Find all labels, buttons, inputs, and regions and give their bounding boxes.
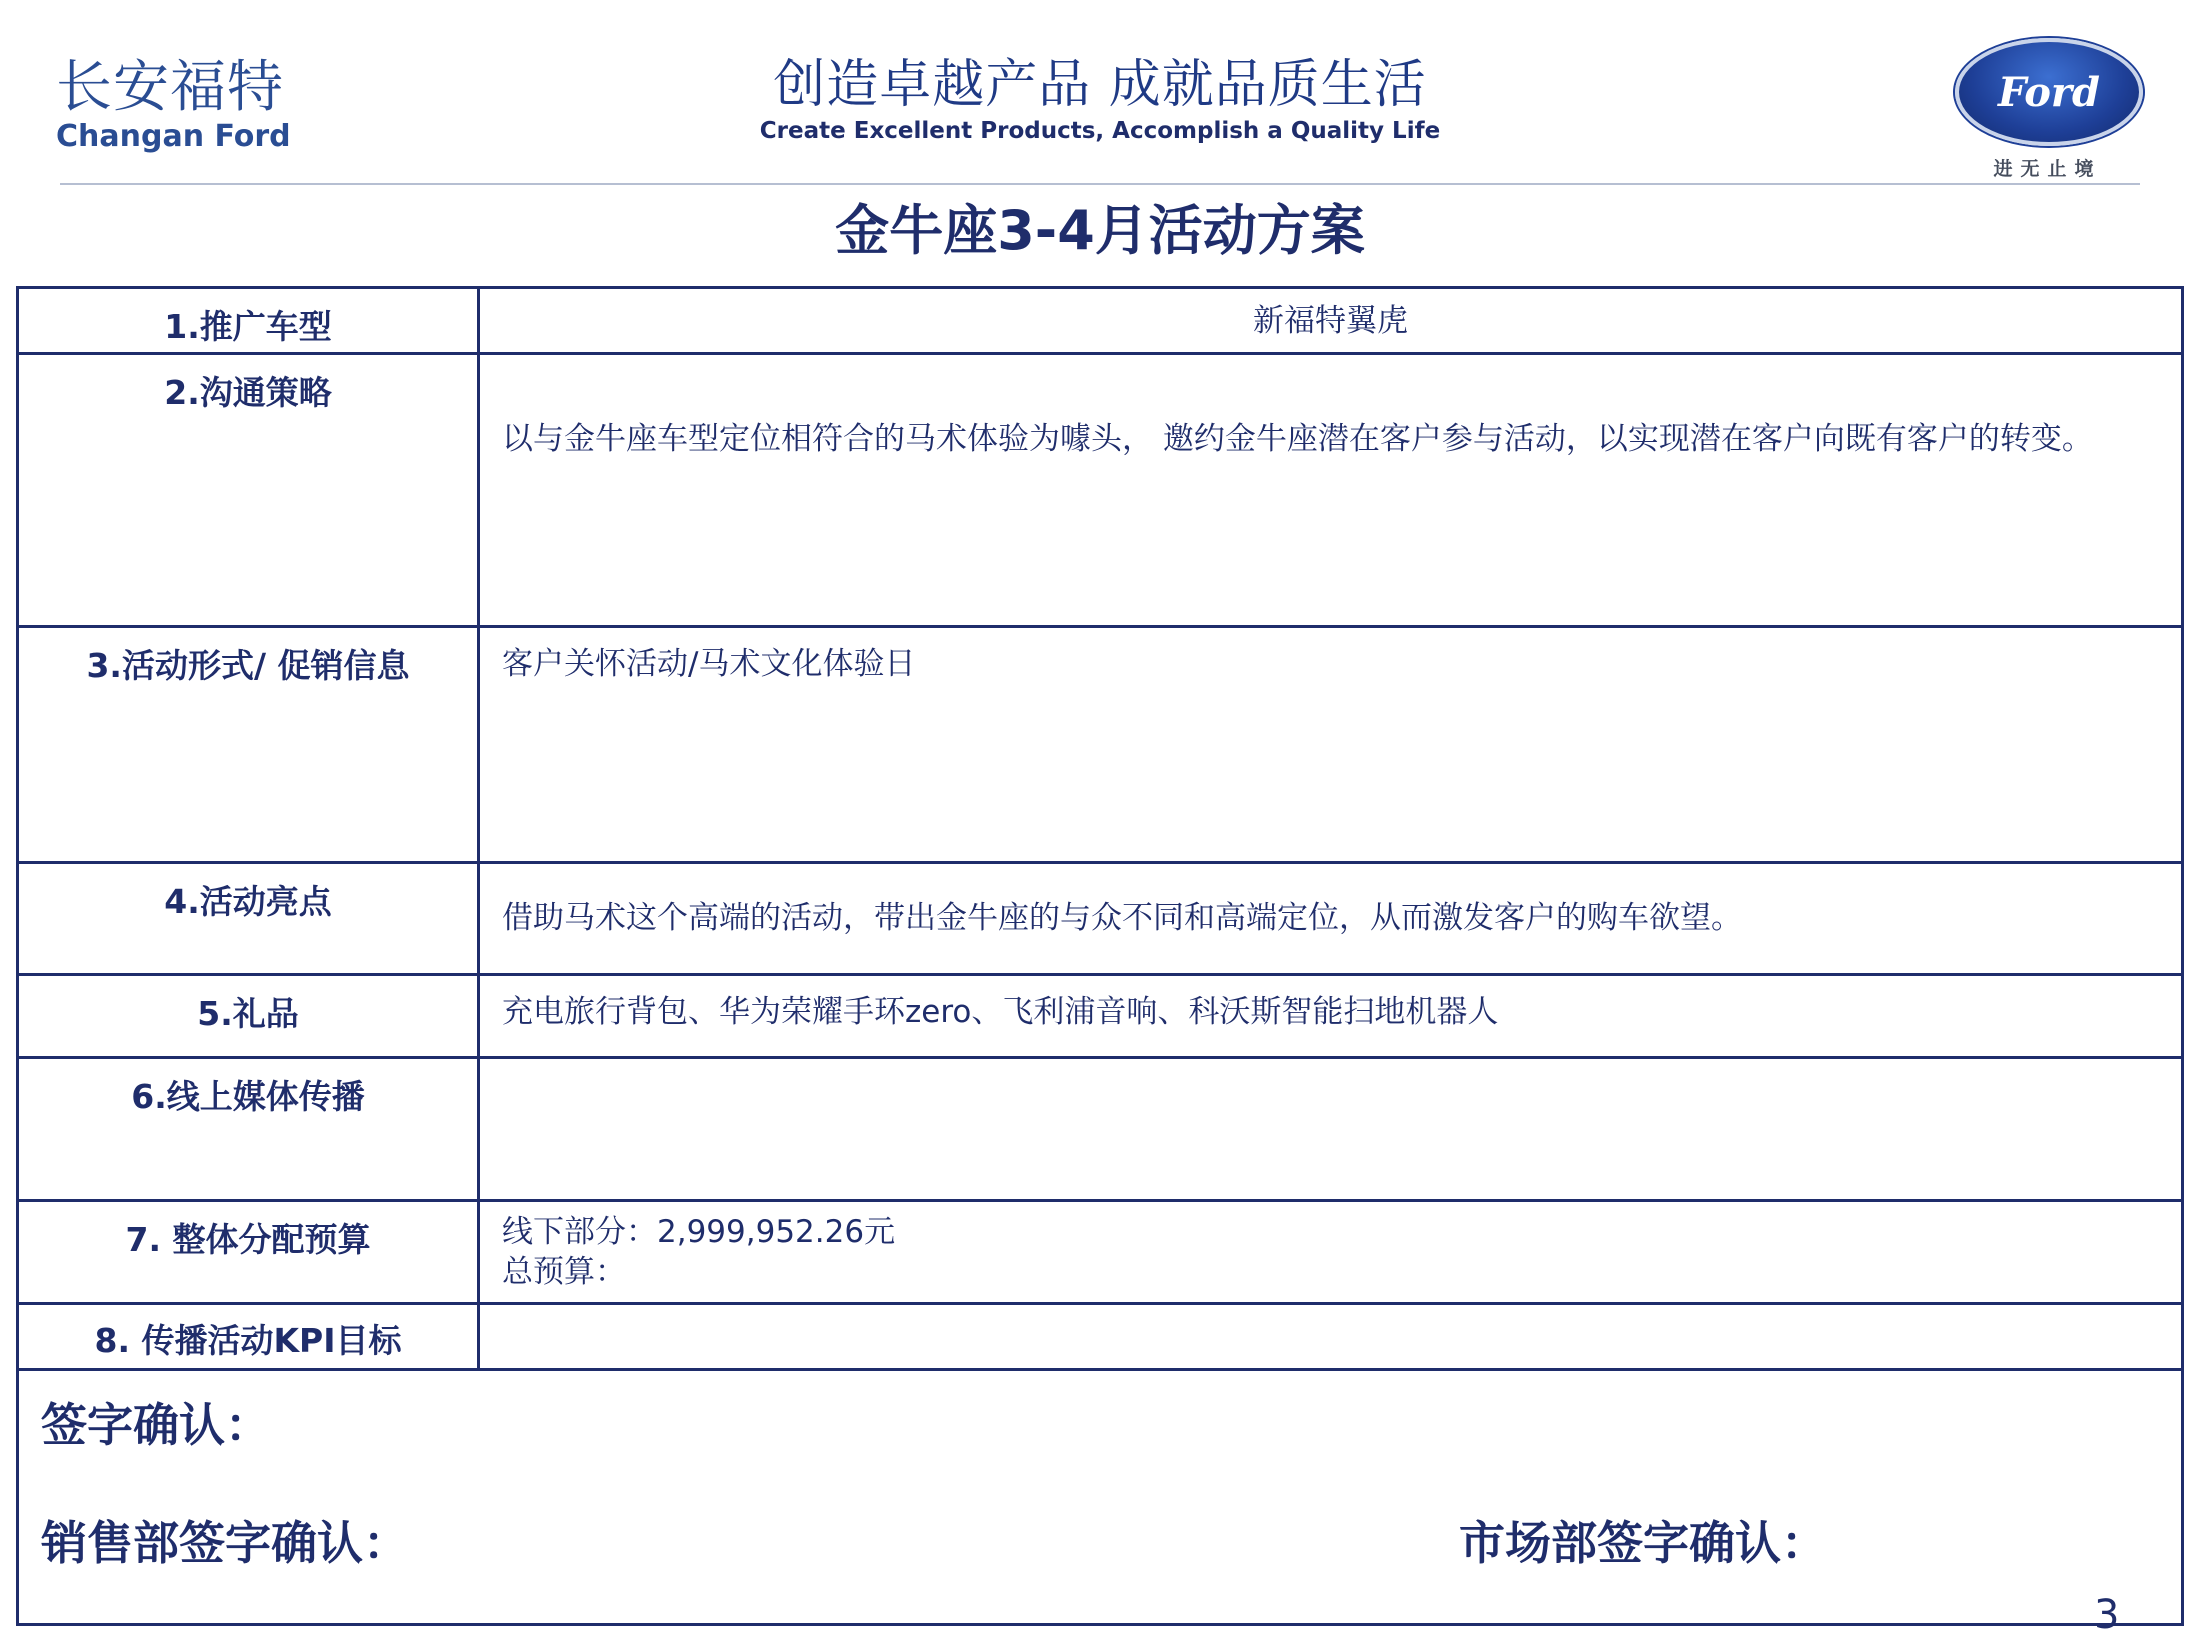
brand-name-en: Changan Ford (56, 119, 291, 154)
row-value: 充电旅行背包、华为荣耀手环zero、飞利浦音响、科沃斯智能扫地机器人 (479, 975, 2183, 1058)
row-value: 借助马术这个高端的活动，带出金牛座的与众不同和高端定位，从而激发客户的购车欲望。 (479, 863, 2183, 975)
row-value (479, 1304, 2183, 1370)
row-label: 6.线上媒体传播 (18, 1058, 479, 1201)
table-row (18, 1058, 2183, 1201)
ford-tagline: 进无止境 (1993, 158, 2102, 180)
table-row (18, 975, 2183, 1058)
budget-total-line: 总预算： (502, 1254, 626, 1290)
brand-name-cn: 长安福特 (56, 55, 284, 120)
header-slogan (0, 54, 2200, 146)
ford-logo (1955, 38, 2140, 181)
row-label: 8. 传播活动KPI目标 (18, 1304, 479, 1370)
row-value (479, 1058, 2183, 1201)
table-row (18, 863, 2183, 975)
row-label: 5.礼品 (18, 975, 479, 1058)
sales-signature-label: 销售部签字确认： (41, 1516, 409, 1570)
table-row (18, 1304, 2183, 1370)
table-row (18, 1201, 2183, 1304)
plan-table (16, 286, 2184, 1371)
table-row (18, 627, 2183, 863)
row-label: 4.活动亮点 (18, 863, 479, 975)
marketing-signature-label: 市场部签字确认： (1459, 1516, 1827, 1570)
header-divider (60, 183, 2140, 185)
row-value: 新福特翼虎 (479, 288, 2183, 354)
signature-title: 签字确认： (41, 1398, 271, 1452)
table-row (18, 354, 2183, 627)
row-value (479, 1201, 2183, 1304)
slogan-en: Create Excellent Products, Accomplish a Quality Life (759, 118, 1441, 144)
budget-offline-line: 线下部分：2,999,952.26元 (502, 1214, 896, 1250)
row-label: 7. 整体分配预算 (18, 1201, 479, 1304)
ford-oval-icon (1955, 38, 2143, 146)
signature-section (16, 1371, 2184, 1626)
row-label: 1.推广车型 (18, 288, 479, 354)
row-label: 2.沟通策略 (18, 354, 479, 627)
table-row (18, 288, 2183, 354)
row-value: 以与金牛座车型定位相符合的马术体验为噱头， 邀约金牛座潜在客户参与活动，以实现潜在客户向既有客户的转变。 (479, 354, 2183, 627)
page-number: 3 (2094, 1592, 2120, 1638)
slogan-cn: 创造卓越产品 成就品质生活 (773, 55, 1427, 115)
ford-wordmark: Ford (1998, 68, 2100, 116)
row-value: 客户关怀活动/马术文化体验日 (479, 627, 2183, 863)
row-label: 3.活动形式/ 促销信息 (18, 627, 479, 863)
document-title: 金牛座3-4月活动方案 (835, 199, 1365, 262)
